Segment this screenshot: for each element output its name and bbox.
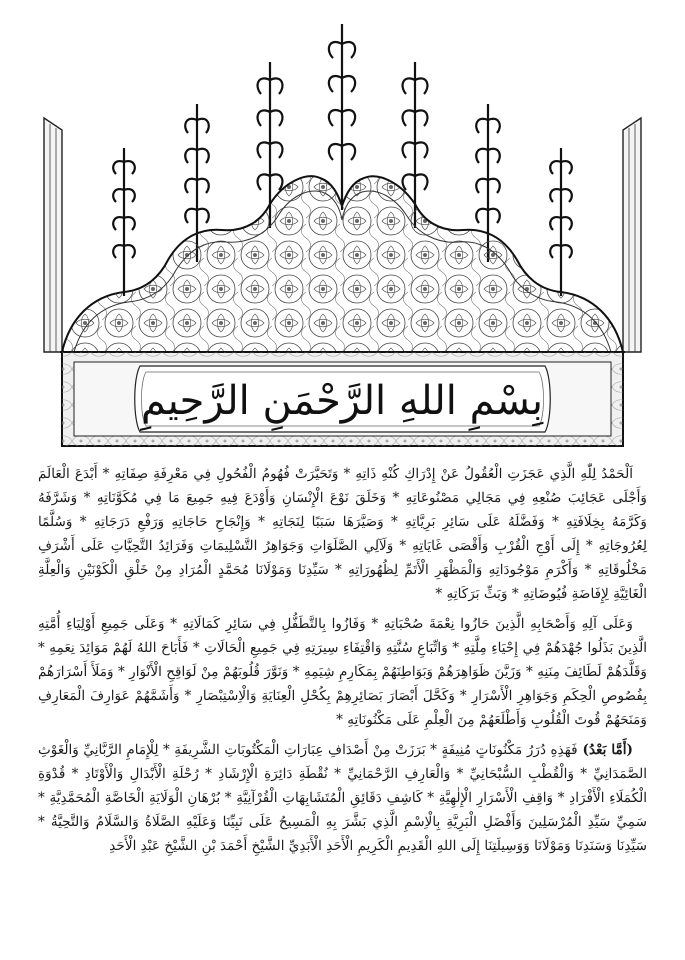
paragraph-3-lead: (أَمَّا بَعْدُ) [577,742,633,758]
basmala: بِسْمِ اللهِ الرَّحْمَنِ الرَّحِيمِ [140,378,544,424]
spire-1 [113,148,135,296]
paragraph-3 [38,738,647,858]
paragraph-1 [38,462,647,606]
ornamental-dome [60,176,625,352]
paragraph-2 [38,612,647,732]
paragraph-1-text: اَلْحَمْدُ لِلّٰهِ الَّذِي عَجَزَتِ الْعُقُولُ عَنْ إِدْرَاكِ كُنْهِ ذَاتِهِ * وَتَحَيَّرَتْ فُهُومُ الْفُحُولِ فِي مَعْرِفَةِ صِفَاتِهِ * أَبْدَعَ الْعَالَمَ وَأَجْلَى عَجَائِبَ صُنْعِهِ فِي مَجَالِي مَصْنُوعَاتِهِ * وَخَلَقَ نَوْعَ الْإِنْسَانِ وَأَوْدَعَ فِيهِ جَمِيعَ مَا فِي مُكَوَّنَاتِهِ * وَشَرَّفَهُ وَكَرَّمَهُ بِخِلَافَتِهِ * وَفَضَّلَهُ عَلَى سَائِرِ بَرِيَّاتِهِ * وَصَيَّرَهَا سَبَبًا لِنَجَاتِهِ * وَإِنْجَاحِ حَاجَاتِهِ وَرَفْعِ دَرَجَاتِهِ * وَسُلَّمًا لِعُرُوجَاتِهِ * إِلَى أَوْجِ الْقُرْبِ وَأَقْصَى غَايَاتِهِ * وَلَآلِي الصَّلَوَاتِ وَجَوَاهِرُ التَّسْلِيمَاتِ وَفَرَائِدُ التَّحِيَّاتِ عَلَى أَشْرَفِ مَخْلُوقَاتِهِ * وَأَكْرَمِ مَوْجُودَاتِهِ وَالْمَظْهَرِ الْأَتَمِّ لِظُهُورَاتِهِ * سَيِّدِنَا وَمَوْلَانَا مُحَمَّدٍ الْمُرَادِ مِنْ خَلْقِ الْكَوْنَيْنِ وَالْعِلَّةِ الْغَائِيَّةِ لِإِفَاضَةِ فُيُوضَاتِهِ * وَبَثِّ بَرَكَاتِهِ * [38,466,647,602]
spire-4 [329,24,355,210]
paragraph-2-text: وَعَلَى آلِهِ وَأَصْحَابِهِ الَّذِينَ حَازُوا نِعْمَةَ صُحْبَاتِهِ * وَفَازُوا بِالتَّطَفُّلِ فِي سَائِرِ كَمَالَاتِهِ * وَعَلَى جَمِيعِ أَوْلِيَاءِ أُمَّتِهِ الَّذِينَ بَذَلُوا جُهْدَهُمْ فِي إِحْيَاءِ مِلَّتِهِ * وَاتِّبَاعِ سُنَّتِهِ وَاقْتِفَاءِ سِيرَتِهِ فِي جَمِيعِ الْحَالَاتِ * فَأَبَاحَ اللهُ لَهُمْ مَوَائِدَ نِعَمِهِ * وَقَلَّدَهُمْ لَطَائِفَ مِنَنِهِ * وَزَيَّنَ ظَوَاهِرَهُمْ وَبَوَاطِنَهُمْ بِمَكَارِمِ شِيَمِهِ * وَنَوَّرَ قُلُوبَهُمْ مِنْ لَوَاقِحِ الْأَنْوَارِ * وَمَلَأَ أَسْرَارَهُمْ بِفُصُوصِ الْحِكَمِ وَجَوَاهِرِ الْأَسْرَارِ * وَكَحَّلَ أَبْصَارَ بَصَائِرِهِمْ بِكُحْلِ الْعِنَايَةِ وَالْاِسْتِبْصَارِ * وَأَشَمَّهُمْ عَوَارِفَ الْمَعَارِفِ وَمَنَحَهُمْ قُوتَ الْقُلُوبِ وَأَطْلَعَهُمْ مِنَ الْعِلْمِ عَلَى مَكْنُونَاتِهِ * [38,616,647,728]
basmala-frame [62,352,623,446]
paragraph-3-text: فَهَذِهِ دُرَرُ مَكْنُونَاتٍ مُنِيفَةٍ * بَرَزَتْ مِنْ أَصْدَافِ عِبَارَاتِ الْمَكْتُوبَاتِ الشَّرِيفَةِ * لِلْإِمَامِ الرَّبَّانِيِّ وَالْغَوْثِ الصَّمَدَانِيِّ * وَالْقُطْبِ السُّبْحَانِيِّ * وَالْعَارِفِ الرَّحْمَانِيِّ * نُقْطَةِ دَائِرَةِ الْإِرْشَادِ * رُحْلَةِ الْأَبْدَالِ وَالْأَوْتَادِ * قُدْوَةِ الْكُمَلَاءِ الْأَفْرَادِ * وَاقِفِ الْأَسْرَارِ الْإِلٰهِيَّةِ * كَاشِفِ دَقَائِقِ الْمُتَشَابِهَاتِ الْقُرْآنِيَّةِ * بُرْهَانِ الْوَلَايَةِ الْخَاصَّةِ الْمُحَمَّدِيَّةِ * سَمِيِّ سَيِّدِ الْمُرْسَلِينَ وَأَفْضَلِ الْبَرِيَّةِ بِالْاِسْمِ الَّذِي بَشَّرَ بِهِ الْمَسِيحُ عَلَى نَبِيِّنَا وَعَلَيْهِ الصَّلَاةُ وَالسَّلَامُ وَالتَّحِيَّةُ * سَيِّدِنَا وَسَنَدِنَا وَمَوْلَانَا وَوَسِيلَتِنَا إِلَى اللهِ الْقَدِيمِ الْكَرِيمِ الْأَحَدِ الْأَبَدِيِّ الشَّيْخِ أَحْمَدَ بْنِ الشَّيْخِ عَبْدِ الْأَحَدِ [38,742,647,854]
spire-7 [550,148,572,296]
text-body [38,462,647,864]
ornamental-header [0,0,685,450]
